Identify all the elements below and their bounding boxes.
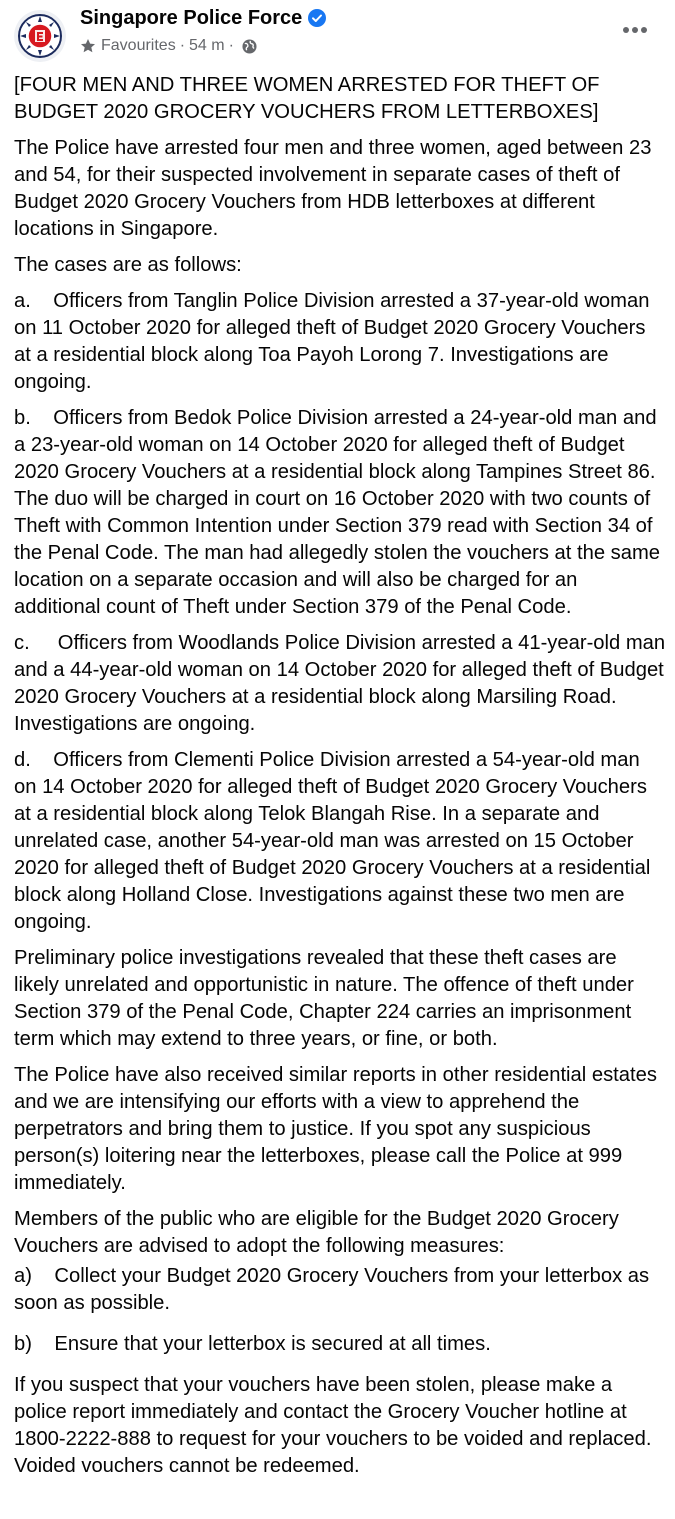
page-name-row: [80, 7, 326, 30]
star-icon: [80, 38, 96, 54]
more-options-icon: [622, 26, 648, 34]
cases-lead: The cases are as follows:: [14, 254, 242, 276]
measure-a: a) Collect your Budget 2020 Grocery Vouchers from your letterbox as soon as possible.: [14, 1265, 655, 1314]
case-b: b. Officers from Bedok Police Division arrested a 24-year-old man and a 23-year-old woman on 14 October 2020 for alleged theft of Budget 2020 Grocery Vouchers at a residential block along Tampines Street 86. The duo will be charged in court on 16 October 2020 with two counts of Theft with Common Intention under Section 379 read with Section 34 of the Penal Code. The man had allegedly stolen the vouchers at the same location on a separate occasion and will also be charged for an additional count of Theft under Section 379 of the Penal Code.: [14, 407, 666, 618]
page-name[interactable]: Singapore Police Force: [80, 7, 303, 29]
post-body: [14, 72, 671, 1489]
more-options-button[interactable]: [617, 16, 653, 44]
meta-separator: ·: [179, 37, 186, 54]
post-title: [FOUR MEN AND THREE WOMEN ARRESTED FOR THEFT OF BUDGET 2020 GROCERY VOUCHERS FROM LETTERBOXES]: [14, 74, 600, 123]
post-header: [0, 0, 675, 70]
police-crest-logo: [14, 10, 66, 62]
members-paragraph: Members of the public who are eligible for the Budget 2020 Grocery Vouchers are advised to adopt the following measures:: [14, 1208, 619, 1257]
reports-paragraph: The Police have also received similar reports in other residential estates and we are intensifying our efforts with a view to apprehend the perpetrators and bring them to justice. If you spot any suspicious person(s) loitering near the letterboxes, please call the Police at 999 immediately.: [14, 1064, 657, 1194]
measure-b: b) Ensure that your letterbox is secured at all times.: [14, 1333, 491, 1355]
audience-label[interactable]: Favourites: [101, 37, 176, 54]
verified-badge-icon: [308, 9, 326, 27]
closing-paragraph: If you suspect that your vouchers have been stolen, please make a police report immediately and contact the Grocery Voucher hotline at 1800-2222-888 to request for your vouchers to be voided and replaced. Voided vouchers cannot be redeemed.: [14, 1374, 652, 1477]
case-d: d. Officers from Clementi Police Division arrested a 54-year-old man on 14 October 2020 for alleged theft of Budget 2020 Grocery Vouchers at a residential block along Telok Blangah Rise. In a separate and unrelated case, another 54-year-old man was arrested on 15 October 2020 for alleged theft of Budget 2020 Grocery Vouchers at a residential block along Holland Close. Investigations against these two men are ongoing.: [14, 749, 656, 933]
case-c: c. Officers from Woodlands Police Division arrested a 41-year-old man and a 44-year-old woman on 14 October 2020 for alleged theft of Budget 2020 Grocery Vouchers at a residential block along Marsiling Road. Investigations are ongoing.: [14, 632, 671, 735]
globe-icon[interactable]: [242, 39, 257, 54]
post-intro: The Police have arrested four men and three women, aged between 23 and 54, for their suspected involvement in separate cases of theft of Budget 2020 Grocery Vouchers from HDB letterboxes at different locations in Singapore.: [14, 137, 652, 240]
post-meta: [80, 37, 257, 55]
page-avatar[interactable]: [14, 10, 66, 62]
meta-separator-2: ·: [228, 37, 234, 54]
preliminary-paragraph: Preliminary police investigations revealed that these theft cases are likely unrelated and opportunistic in nature. The offence of theft under Section 379 of the Penal Code, Chapter 224 carries an imprisonment term which may extend to three years, or fine, or both.: [14, 947, 634, 1050]
case-a: a. Officers from Tanglin Police Division arrested a 37-year-old woman on 11 October 2020 for alleged theft of Budget 2020 Grocery Vouchers at a residential block along Toa Payoh Lorong 7. Investigations are ongoing.: [14, 290, 656, 393]
post-timestamp[interactable]: 54 m: [189, 37, 225, 54]
